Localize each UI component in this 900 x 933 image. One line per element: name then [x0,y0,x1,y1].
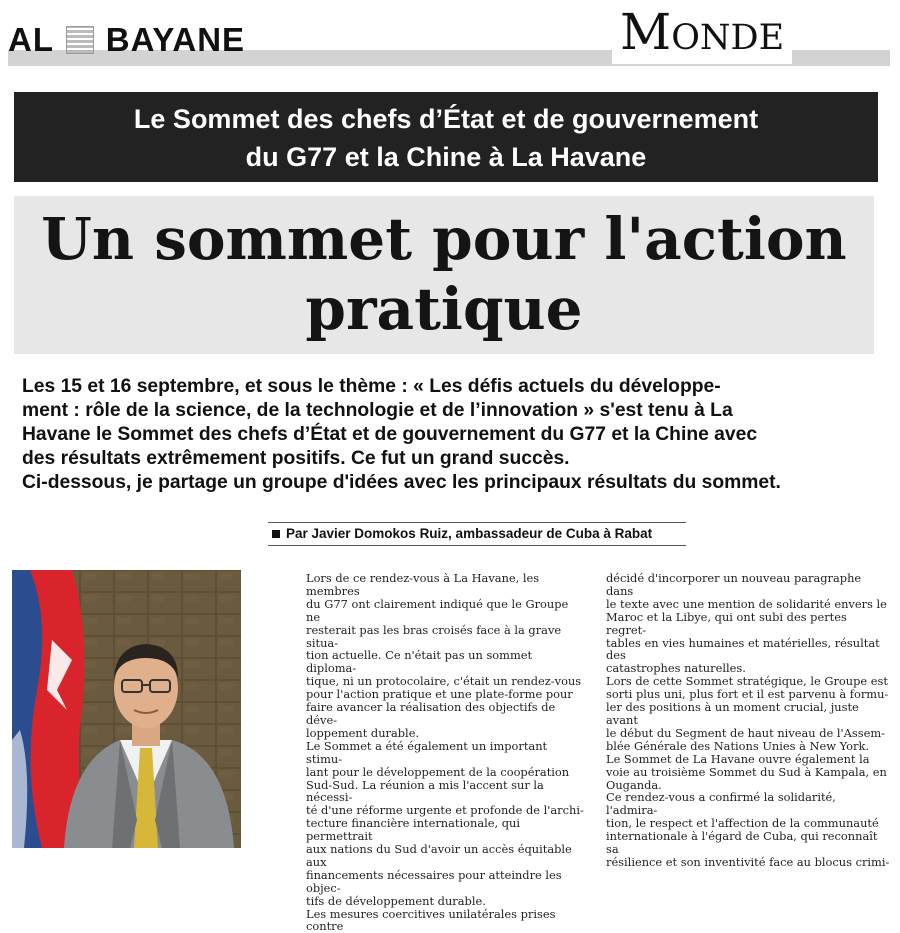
col2-line: voie au troisième Sommet du Sud à Kampala, en [606,764,887,779]
logo-text-right: BAYANE [105,21,246,58]
kicker-box [14,92,878,182]
article-column-2 [606,572,890,869]
section-title: Monde [612,0,792,64]
col1-line: té d'une réforme urgente et profonde de l'archi- [306,803,584,818]
lede [22,375,882,495]
col1-line: tion actuelle. Ce n'était pas un sommet diploma- [306,648,533,676]
byline-square-icon [272,530,280,538]
col2-line: Ce rendez-vous a confirmé la solidarité, l'admira- [606,790,836,818]
col2-line: tables en vies humaines et matérielles, résultat des [606,635,880,663]
headline-line-2: pratique [305,275,583,343]
col1-line: aux nations du Sud d'avoir un accès équitable aux [306,842,572,869]
masthead [0,0,900,80]
col2-line: Le Sommet de La Havane ouvre également la [606,751,870,766]
kicker-line-1: Le Sommet des chefs d’État et de gouvernement [133,104,759,134]
col1-line: tecture financière internationale, qui permettrait [306,816,521,844]
col2-line: Ouganda. [606,777,662,792]
col2-line: le texte avec une mention de solidarité envers le [606,596,887,611]
col1-line: financements nécessaires pour atteindre les objec- [306,867,562,895]
col1-line: pour l'action pratique et une plate-forme pour [306,687,573,702]
col2-line: blée Générale des Nations Unies à New York. [606,738,869,753]
portrait-illustration [12,570,241,848]
headline-line-1: Un sommet pour l'action [41,205,847,273]
col2-line: Maroc et la Libye, qui ont subi des pertes regret- [606,609,847,637]
col2-line: internationale à l'égard de Cuba, qui reconnaît sa [606,829,878,857]
headline [14,196,874,354]
col1-line: du G77 ont clairement indiqué que le Groupe ne [306,596,569,624]
col1-line: tique, ni un protocolaire, c'était un rendez-vous [306,674,582,689]
col2-line: catastrophes naturelles. [606,661,746,676]
lede-line-3: Havane le Sommet des chefs d’État et de gouvernement du G77 et la Chine avec [22,424,758,445]
col1-line: resterait pas les bras croisés face à la grave situa- [306,622,562,650]
lede-line-4: des résultats extrêmement positifs. Ce fut un grand succès. [22,448,570,469]
lede-line-1: Les 15 et 16 septembre, et sous le thème : « Les défis actuels du développe- [22,376,721,397]
col2-line: tion, le respect et l'affection de la communauté [606,816,879,831]
byline [268,522,686,546]
col1-line: Le Sommet a été également un important stimu- [306,738,548,766]
col1-line: lant pour le développement de la coopération [306,764,570,779]
author-photo [12,570,241,848]
col1-line: tifs de développement durable. [306,893,486,908]
col1-line: faire avancer la réalisation des objectifs de déve- [306,700,556,727]
col1-line: loppement durable. [306,725,420,740]
col2-line: le début du Segment de haut niveau de l'Assem- [606,725,885,740]
col2-line: sorti plus uni, plus fort et il est parvenu à formu- [606,687,889,702]
article-column-1 [306,572,584,933]
byline-text: Par Javier Domokos Ruiz, ambassadeur de Cuba à Rabat [286,526,653,541]
logo-mark-icon [66,26,94,54]
col1-line: Les mesures coercitives unilatérales prises contre [306,906,556,933]
col1-line: Lors de ce rendez-vous à La Havane, les membres [306,571,540,598]
col2-line: ler des positions à un moment crucial, juste avant [606,700,859,727]
kicker-line-2: du G77 et la Chine à La Havane [245,142,647,172]
col2-line: résilience et son inventivité face au blocus crimi- [606,854,890,869]
col2-line: décidé d'incorporer un nouveau paragraphe dans [606,571,862,598]
lede-line-5: Ci-dessous, je partage un groupe d'idées avec les principaux résultats du sommet. [22,472,781,493]
lede-line-2: ment : rôle de la science, de la technologie et de l’innovation » s'est tenu à La [22,400,733,421]
logo-text-left: AL [8,21,54,58]
newspaper-logo [8,20,245,60]
col2-line: Lors de cette Sommet stratégique, le Groupe est [606,674,888,689]
col1-line: Sud-Sud. La réunion a mis l'accent sur la nécessi- [306,777,544,805]
